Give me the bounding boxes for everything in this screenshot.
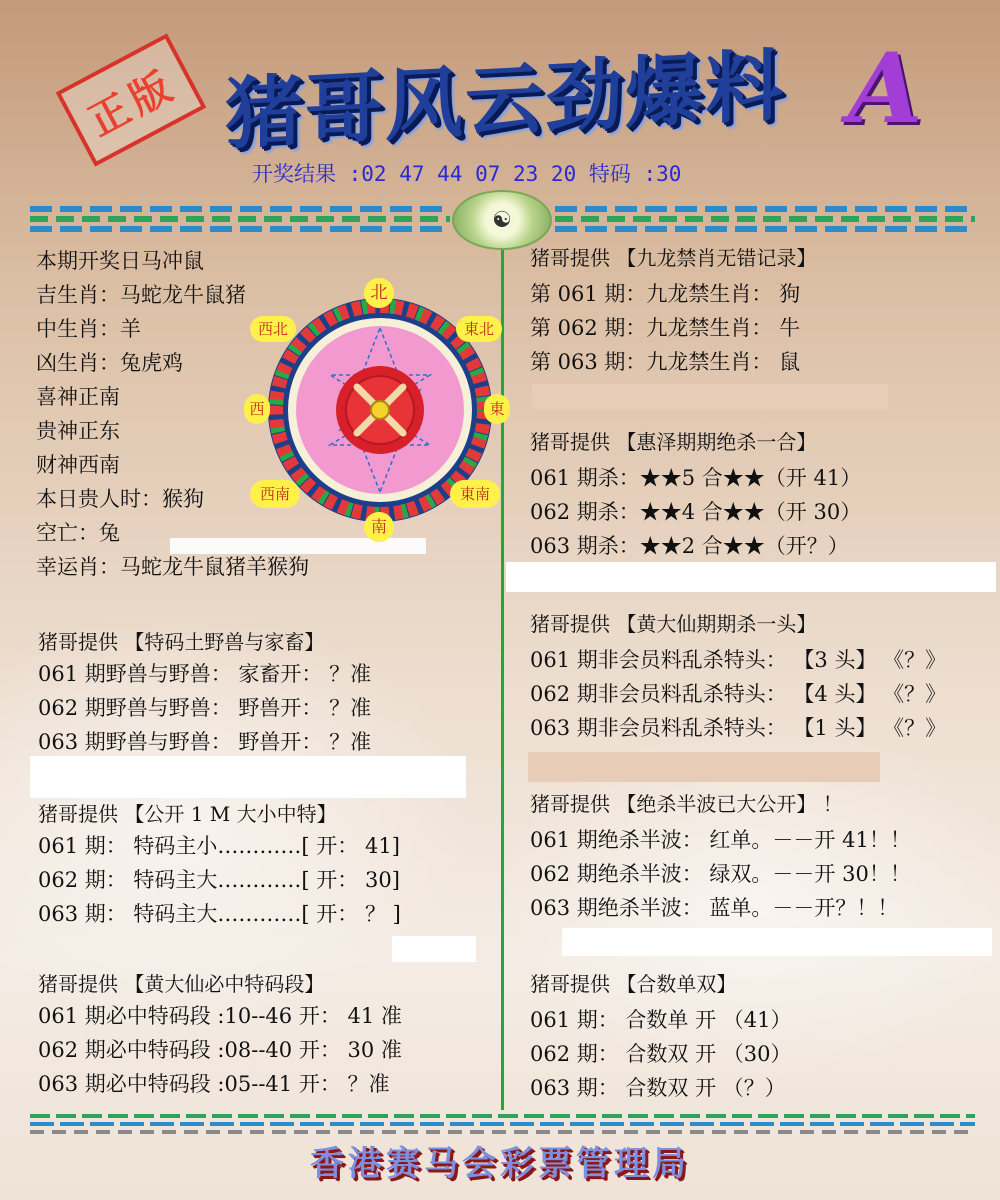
section-row: 063 期必中特码段 :05--41 开： ？准 <box>38 1072 390 1096</box>
section-kill-head <box>530 608 946 745</box>
genuine-stamp: 正版 <box>56 33 207 166</box>
section-row: 061 期杀：★★5 合★★（开 41） <box>530 466 862 490</box>
section-heading: 猪哥提供 【特码土野兽与家畜】 <box>38 630 325 654</box>
info-line: 空亡：兔 <box>36 521 120 545</box>
wheel-direction-north: 北 <box>364 278 394 308</box>
wave-divider-right-1 <box>555 206 975 212</box>
draw-result: 开奖结果 :02 47 44 07 23 20 特码 :30 <box>252 162 682 186</box>
section-heading: 猪哥提供 【绝杀半波已大公开】 ！ <box>530 792 843 816</box>
section-row: 063 期杀：★★2 合★★（开？） <box>530 534 849 558</box>
section-nine-dragons <box>530 242 816 379</box>
section-big-small <box>38 798 401 931</box>
wheel-direction-southeast: 東南 <box>450 480 500 508</box>
section-row: 第 062 期：九龙禁生肖： 牛 <box>530 316 801 340</box>
shade-mask <box>528 752 880 782</box>
section-heading: 猪哥提供 【黄大仙期期杀一头】 <box>530 612 817 636</box>
white-mask <box>562 928 992 956</box>
section-row: 061 期必中特码段 :10--46 开： 41 准 <box>38 1004 402 1028</box>
section-row: 061 期绝杀半波： 红单。－－开 41！！ <box>530 828 911 852</box>
bagua-icon: ☯ <box>452 190 552 250</box>
info-line: 本期开奖日马冲鼠 <box>36 249 204 273</box>
white-mask <box>506 562 996 592</box>
section-row: 062 期杀：★★4 合★★（开 30） <box>530 500 862 524</box>
section-heading: 猪哥提供 【惠泽期期绝杀一合】 <box>530 430 817 454</box>
wave-divider-left-1 <box>30 206 450 212</box>
section-row: 061 期： 合数单 开 （41） <box>530 1008 792 1032</box>
footer-line-1 <box>30 1114 975 1118</box>
shade-mask <box>532 384 888 410</box>
section-wild-domestic <box>38 626 371 759</box>
wheel-direction-northwest: 西北 <box>250 316 296 342</box>
wheel-direction-southwest: 西南 <box>250 480 300 508</box>
white-mask <box>392 936 476 962</box>
info-line: 财神西南 <box>36 453 120 477</box>
section-kill-wave <box>530 788 911 925</box>
wave-divider-left-3 <box>30 226 450 232</box>
info-line: 凶生肖：兔虎鸡 <box>36 351 183 375</box>
wave-divider-left-2 <box>30 216 450 222</box>
section-heading: 猪哥提供 【九龙禁肖无错记录】 <box>530 246 817 270</box>
white-mask <box>170 538 426 554</box>
info-line: 本日贵人时：猴狗 <box>36 487 204 511</box>
section-number-range <box>38 968 402 1101</box>
page-title: 猪哥风云劲爆料 <box>225 41 786 161</box>
info-line: 吉生肖：马蛇龙牛鼠猪 <box>36 283 246 307</box>
section-heading: 猪哥提供 【合数单双】 <box>530 972 737 996</box>
section-row: 063 期： 特码主大…………[ 开： ？ ] <box>38 902 401 926</box>
wheel-direction-west: 西 <box>244 394 270 424</box>
section-row: 063 期野兽与野兽： 野兽开： ？准 <box>38 730 372 754</box>
logo-letter: A <box>848 32 923 145</box>
info-line: 贵神正东 <box>36 419 120 443</box>
section-heading: 猪哥提供 【公开 1 M 大小中特】 <box>38 802 337 826</box>
section-row: 062 期非会员料乱杀特头： 【4 头】 《？》 <box>530 682 947 706</box>
white-mask <box>30 756 466 798</box>
section-row: 063 期非会员料乱杀特头： 【1 头】 《？》 <box>530 716 947 740</box>
section-row: 063 期： 合数双 开 （？） <box>530 1076 786 1100</box>
section-row: 062 期： 特码主大…………[ 开： 30] <box>38 868 400 892</box>
wheel-direction-east: 東 <box>484 394 510 424</box>
section-row: 061 期： 特码主小…………[ 开： 41] <box>38 834 400 858</box>
section-row: 062 期野兽与野兽： 野兽开： ？准 <box>38 696 372 720</box>
footer-line-3 <box>30 1130 975 1134</box>
info-line: 喜神正南 <box>36 385 120 409</box>
section-row: 063 期绝杀半波： 蓝单。－－开？！！ <box>530 896 899 920</box>
section-row: 061 期非会员料乱杀特头： 【3 头】 《？》 <box>530 648 947 672</box>
section-row: 062 期绝杀半波： 绿双。－－开 30！！ <box>530 862 911 886</box>
section-heading: 猪哥提供 【黄大仙必中特码段】 <box>38 972 325 996</box>
section-odd-even <box>530 968 792 1105</box>
info-line: 幸运肖：马蛇龙牛鼠猪羊猴狗 <box>36 555 309 579</box>
wave-divider-right-2 <box>555 216 975 222</box>
section-row: 062 期必中特码段 :08--40 开： 30 准 <box>38 1038 402 1062</box>
wheel-direction-south: 南 <box>364 512 394 542</box>
section-kill-combo <box>530 426 861 563</box>
section-row: 061 期野兽与野兽： 家畜开： ？准 <box>38 662 372 686</box>
wheel-direction-northeast: 東北 <box>456 316 502 342</box>
footer-line-2 <box>30 1122 975 1126</box>
section-row: 062 期： 合数双 开 （30） <box>530 1042 792 1066</box>
section-row: 第 063 期：九龙禁生肖： 鼠 <box>530 350 801 374</box>
wave-divider-right-3 <box>555 226 975 232</box>
section-row: 第 061 期：九龙禁生肖： 狗 <box>530 282 801 306</box>
info-line: 中生肖：羊 <box>36 317 141 341</box>
footer-organization: 香港赛马会彩票管理局 <box>310 1144 690 1184</box>
